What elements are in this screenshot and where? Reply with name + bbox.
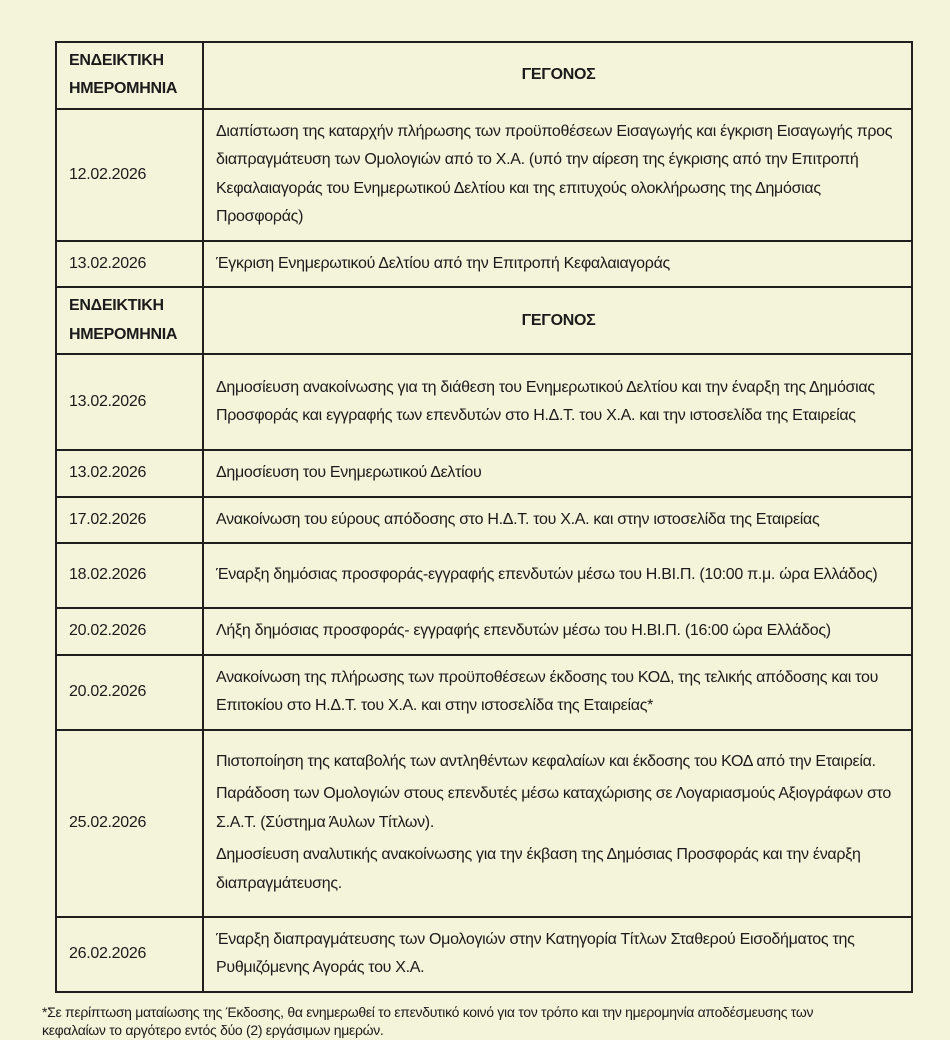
table-row	[56, 730, 912, 917]
event-paragraph: Έναρξη διαπραγμάτευσης των Ομολογιών στην Κατηγορία Τίτλων Σταθερού Εισοδήματος της Ρυθμιζόμενης Αγοράς του Χ.Α.	[216, 926, 901, 983]
date-cell: 13.02.2026	[56, 354, 203, 450]
date-cell: 18.02.2026	[56, 543, 203, 608]
indicative-timetable	[55, 41, 913, 993]
table-row	[56, 543, 912, 608]
date-column-header: ΕΝΔΕΙΚΤΙΚΗ ΗΜΕΡΟΜΗΝΙΑ	[56, 42, 203, 109]
date-cell: 12.02.2026	[56, 109, 203, 241]
event-cell	[203, 543, 912, 608]
event-paragraph: Ανακοίνωση της πλήρωσης των προϋποθέσεων έκδοσης του ΚΟΔ, της τελικής απόδοσης και του Επιτοκίου στο Η.Δ.Τ. του Χ.Α. και στην ιστοσελίδα της Εταιρείας*	[216, 664, 901, 721]
event-paragraph: Έγκριση Ενημερωτικού Δελτίου από την Επιτροπή Κεφαλαιαγοράς	[216, 250, 901, 278]
table-row	[56, 354, 912, 450]
date-cell: 20.02.2026	[56, 608, 203, 654]
event-column-header: ΓΕΓΟΝΟΣ	[203, 287, 912, 354]
event-cell	[203, 497, 912, 543]
event-cell	[203, 450, 912, 496]
date-cell: 17.02.2026	[56, 497, 203, 543]
header-row	[56, 287, 912, 354]
table-row	[56, 241, 912, 287]
event-paragraph: Δημοσίευση αναλυτικής ανακοίνωσης για την έκβαση της Δημόσιας Προσφοράς και την έναρξη διαπραγμάτευσης.	[216, 841, 901, 898]
event-paragraph: Δημοσίευση του Ενημερωτικού Δελτίου	[216, 459, 901, 487]
event-cell	[203, 608, 912, 654]
event-cell	[203, 354, 912, 450]
event-cell	[203, 730, 912, 917]
date-cell: 26.02.2026	[56, 917, 203, 992]
date-cell: 13.02.2026	[56, 450, 203, 496]
timetable-body	[56, 42, 912, 992]
event-cell	[203, 241, 912, 287]
event-paragraph: Έναρξη δημόσιας προσφοράς-εγγραφής επενδυτών μέσω του Η.ΒΙ.Π. (10:00 π.μ. ώρα Ελλάδος)	[216, 561, 901, 589]
event-paragraph: Παράδοση των Ομολογιών στους επενδυτές μέσω καταχώρισης σε Λογαριασμούς Αξιογράφων στο Σ.Α.Τ. (Σύστημα Άυλων Τίτλων).	[216, 780, 901, 837]
date-cell: 25.02.2026	[56, 730, 203, 917]
table-row	[56, 917, 912, 992]
event-paragraph: Δημοσίευση ανακοίνωσης για τη διάθεση του Ενημερωτικού Δελτίου και την έναρξη της Δημόσιας Προσφοράς και εγγραφής των επενδυτών στο Η.Δ.Τ. του Χ.Α. και την ιστοσελίδα της Εταιρείας	[216, 374, 901, 431]
table-row	[56, 450, 912, 496]
event-paragraph: Διαπίστωση της καταρχήν πλήρωσης των προϋποθέσεων Εισαγωγής και έγκριση Εισαγωγής προς διαπραγμάτευση των Ομολογιών από το Χ.Α. (υπό την αίρεση της έγκρισης από την Επιτροπή Κεφαλαιαγοράς του Ενημερωτικού Δελτίου και της επιτυχούς ολοκλήρωσης της Δημόσιας Προσφοράς)	[216, 118, 901, 232]
footnote: *Σε περίπτωση ματαίωσης της Έκδοσης, θα ενημερωθεί το επενδυτικό κοινό για τον τρόπο και την ημερομηνία αποδέσμευσης των κεφαλαίων το αργότερο εντός δύο (2) εργάσιμων ημερών.	[42, 1003, 832, 1040]
event-paragraph: Πιστοποίηση της καταβολής των αντληθέντων κεφαλαίων και έκδοσης του ΚΟΔ από την Εταιρεία.	[216, 748, 901, 776]
date-cell: 20.02.2026	[56, 655, 203, 730]
event-column-header: ΓΕΓΟΝΟΣ	[203, 42, 912, 109]
table-row	[56, 109, 912, 241]
event-paragraph: Λήξη δημόσιας προσφοράς- εγγραφής επενδυτών μέσω του Η.ΒΙ.Π. (16:00 ώρα Ελλάδος)	[216, 617, 901, 645]
table-row	[56, 655, 912, 730]
event-cell	[203, 109, 912, 241]
date-column-header: ΕΝΔΕΙΚΤΙΚΗ ΗΜΕΡΟΜΗΝΙΑ	[56, 287, 203, 354]
table-row	[56, 497, 912, 543]
event-cell	[203, 917, 912, 992]
date-cell: 13.02.2026	[56, 241, 203, 287]
event-cell	[203, 655, 912, 730]
header-row	[56, 42, 912, 109]
table-row	[56, 608, 912, 654]
event-paragraph: Ανακοίνωση του εύρους απόδοσης στο Η.Δ.Τ. του Χ.Α. και στην ιστοσελίδα της Εταιρείας	[216, 506, 901, 534]
